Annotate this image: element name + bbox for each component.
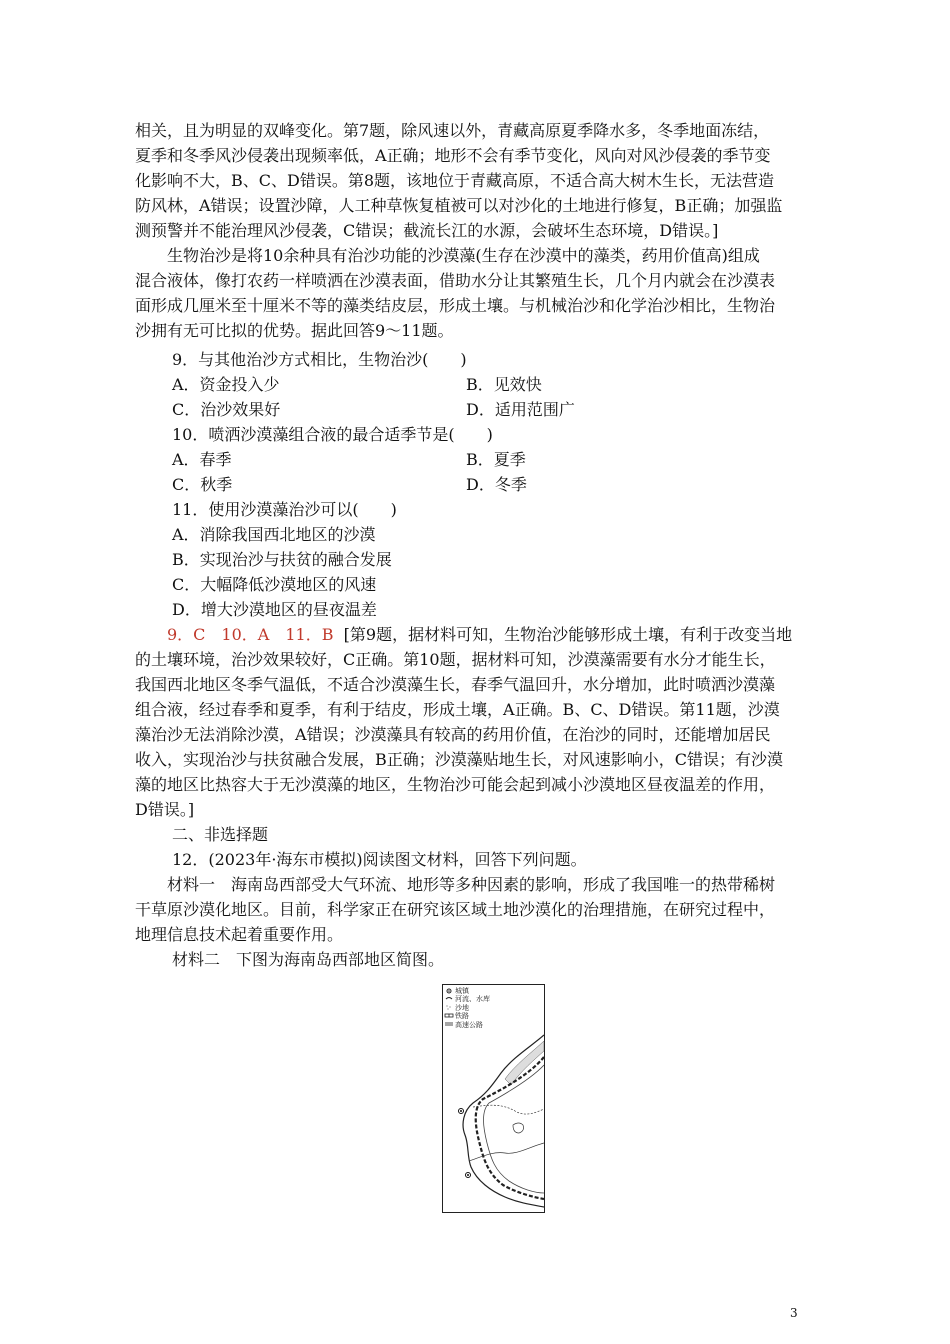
text-line: 组合液，经过春季和夏季，有利于结皮，形成土壤，A正确。B、C、D错误。第11题，沙漠 xyxy=(135,700,780,719)
option-b: B．见效快 xyxy=(466,375,542,394)
text-line: 测预警并不能治理风沙侵袭，C错误；截流长江的水源，会破坏生态环境，D错误。] xyxy=(135,221,719,240)
map-legend xyxy=(445,986,490,1029)
option-d: D．增大沙漠地区的昼夜温差 xyxy=(172,600,377,619)
option-a: A．春季 xyxy=(172,450,232,469)
legend-sand: 沙地 xyxy=(455,1004,469,1012)
option-d: D．适用范围广 xyxy=(466,400,575,419)
text-line: 夏季和冬季风沙侵袭出现频率低，A正确；地形不会有季节变化，风向对风沙侵袭的季节变 xyxy=(135,146,771,165)
text-line: 材料一 海南岛西部受大气环流、地形等多种因素的影响，形成了我国唯一的热带稀树 xyxy=(167,875,776,894)
legend-highway: 高速公路 xyxy=(455,1021,483,1029)
legend-town: 城镇 xyxy=(455,987,469,995)
legend-railway: 铁路 xyxy=(455,1012,469,1020)
text-line: 地理信息技术起着重要作用。 xyxy=(135,925,344,944)
text-line: 藻治沙无法消除沙漠，A错误；沙漠藻具有较高的药用价值，在治沙的同时，还能增加居民 xyxy=(135,725,771,744)
text-line: 化影响不大，B、C、D错误。第8题，该地位于青藏高原，不适合高大树木生长，无法营造 xyxy=(135,171,775,190)
river xyxy=(473,1105,544,1114)
option-b: B．实现治沙与扶贫的融合发展 xyxy=(172,550,392,569)
text-line: 混合液体，像打农药一样喷洒在沙漠表面，借助水分让其繁殖生长，几个月内就会在沙漠表 xyxy=(135,271,776,290)
text-line: 生物治沙是将10余种具有治沙功能的沙漠藻(生存在沙漠中的藻类，药用价值高)组成 xyxy=(167,246,760,265)
page-number: 3 xyxy=(790,1306,798,1320)
option-b: B．夏季 xyxy=(466,450,526,469)
question-12-stem: 12．(2023年·海东市模拟)阅读图文材料，回答下列问题。 xyxy=(172,850,587,869)
option-a: A．资金投入少 xyxy=(172,375,280,394)
option-c: C．大幅降低沙漠地区的风速 xyxy=(172,575,377,594)
question-9-options xyxy=(0,372,950,422)
text-line: 收入，实现治沙与扶贫融合发展，B正确；沙漠藻贴地生长，对风速影响小，C错误；有沙漠 xyxy=(135,750,784,769)
hainan-west-map xyxy=(442,984,545,1213)
question-11-options xyxy=(172,522,392,622)
reservoir xyxy=(513,1123,524,1133)
river-symbol-icon xyxy=(446,998,452,1000)
answer-explanation-7-8 xyxy=(135,118,821,243)
material-one xyxy=(135,872,821,947)
answer-text: [第9题，据材料可知，生物治沙能够形成土壤，有利于改变当地 xyxy=(343,625,793,644)
option-a: A．消除我国西北地区的沙漠 xyxy=(172,525,376,544)
question-10-stem: 10．喷洒沙漠藻组合液的最合适季节是( ) xyxy=(172,425,493,444)
text-line: 干草原沙漠化地区。目前，科学家正在研究该区域土地沙漠化的治理措施，在研究过程中， xyxy=(135,900,776,919)
text-line: 防风林，A错误；设置沙障，人工种草恢复植被可以对沙化的土地进行修复，B正确；加强监 xyxy=(135,196,783,215)
material-two: 材料二 下图为海南岛西部地区简图。 xyxy=(172,950,445,969)
section-heading: 二、非选择题 xyxy=(172,825,269,844)
question-11-stem: 11．使用沙漠藻治沙可以( ) xyxy=(172,500,397,519)
legend-river: 河流、水库 xyxy=(455,995,490,1003)
answer-explanation-9-11 xyxy=(135,622,821,822)
text-line: 相关，且为明显的双峰变化。第7题，除风速以外，青藏高原夏季降水多，冬季地面冻结， xyxy=(135,121,770,140)
text-line: D错误。] xyxy=(135,800,195,819)
option-c: C．治沙效果好 xyxy=(172,400,281,419)
text-line: 面形成几厘米至十厘米不等的藻类结皮层，形成土壤。与机械治沙和化学治沙相比，生物治 xyxy=(135,296,776,315)
text-line: 我国西北地区冬季气温低，不适合沙漠藻生长，春季气温回升，水分增加，此时喷洒沙漠藻 xyxy=(135,675,776,694)
material-intro xyxy=(135,243,821,343)
text-line: 沙拥有无可比拟的优势。据此回答9～11题。 xyxy=(135,321,454,340)
sand-symbol-icon xyxy=(447,1006,451,1010)
question-9-stem: 9．与其他治沙方式相比，生物治沙( ) xyxy=(172,350,467,369)
text-line: 的土壤环境，治沙效果较好，C正确。第10题，据材料可知，沙漠藻需要有水分才能生长， xyxy=(135,650,776,669)
answer-first-line xyxy=(135,622,821,647)
option-d: D．冬季 xyxy=(466,475,527,494)
question-10-options xyxy=(0,447,950,497)
answer-key: 9．C 10．A 11．B xyxy=(167,625,334,644)
map-drawing xyxy=(443,985,544,1212)
text-line: 藻的地区比热容大于无沙漠藻的地区，生物治沙可能会起到减小沙漠地区昼夜温差的作用， xyxy=(135,775,776,794)
option-c: C．秋季 xyxy=(172,475,233,494)
